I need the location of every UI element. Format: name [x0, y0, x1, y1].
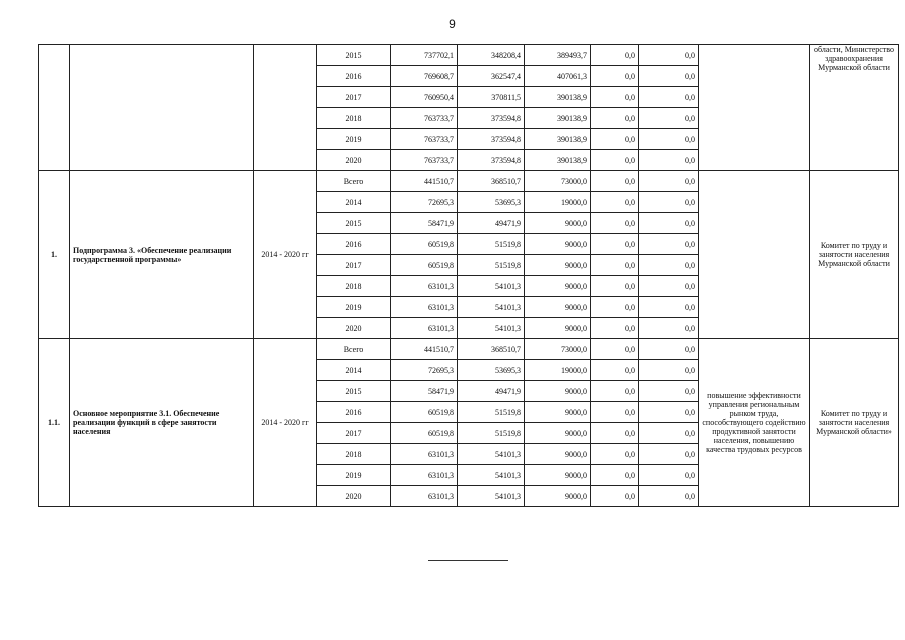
executor-cell: Комитет по труду и занятости населения Мурманской области — [810, 171, 899, 339]
amount-cell: 63101,3 — [391, 276, 458, 297]
amount-cell: 9000,0 — [525, 465, 591, 486]
item-period: 2014 - 2020 гг — [254, 171, 317, 339]
item-name: Подпрограмма 3. «Обеспечение реализации государственной программы» — [70, 171, 254, 339]
amount-cell: 0,0 — [639, 318, 699, 339]
amount-cell: 0,0 — [591, 66, 639, 87]
amount-cell: 362547,4 — [458, 66, 525, 87]
amount-cell: 0,0 — [591, 171, 639, 192]
year-cell: 2017 — [317, 423, 391, 444]
item-period: 2014 - 2020 гг — [254, 339, 317, 507]
year-cell: 2016 — [317, 66, 391, 87]
amount-cell: 0,0 — [591, 444, 639, 465]
amount-cell: 390138,9 — [525, 150, 591, 171]
amount-cell: 0,0 — [591, 108, 639, 129]
amount-cell: 72695,3 — [391, 192, 458, 213]
executor-cell: области, Министерство здравоохранения Мурманской области — [810, 45, 899, 171]
amount-cell: 0,0 — [591, 381, 639, 402]
executor-cell: Комитет по труду и занятости населения Мурманской области» — [810, 339, 899, 507]
amount-cell: 9000,0 — [525, 381, 591, 402]
year-cell: 2018 — [317, 276, 391, 297]
amount-cell: 0,0 — [639, 171, 699, 192]
amount-cell: 54101,3 — [458, 486, 525, 507]
year-cell: 2019 — [317, 129, 391, 150]
amount-cell: 49471,9 — [458, 213, 525, 234]
year-cell: 2014 — [317, 192, 391, 213]
year-cell: 2016 — [317, 402, 391, 423]
amount-cell: 63101,3 — [391, 465, 458, 486]
amount-cell: 0,0 — [639, 213, 699, 234]
year-cell: 2015 — [317, 45, 391, 66]
amount-cell: 9000,0 — [525, 402, 591, 423]
amount-cell: 373594,8 — [458, 108, 525, 129]
amount-cell: 0,0 — [591, 339, 639, 360]
amount-cell: 0,0 — [639, 423, 699, 444]
amount-cell: 0,0 — [639, 129, 699, 150]
year-cell: Всего — [317, 171, 391, 192]
amount-cell: 0,0 — [591, 192, 639, 213]
end-line — [428, 560, 508, 561]
result-cell: повышение эффективности управления региональным рынком труда, способствующего содействию продуктивной занятости населения, повышению качества трудовых ресурсов — [699, 339, 810, 507]
amount-cell: 53695,3 — [458, 360, 525, 381]
amount-cell: 73000,0 — [525, 339, 591, 360]
amount-cell: 60519,8 — [391, 234, 458, 255]
amount-cell: 0,0 — [639, 66, 699, 87]
amount-cell: 0,0 — [591, 87, 639, 108]
amount-cell: 441510,7 — [391, 339, 458, 360]
amount-cell: 0,0 — [639, 108, 699, 129]
amount-cell: 0,0 — [639, 465, 699, 486]
amount-cell: 441510,7 — [391, 171, 458, 192]
year-cell: 2019 — [317, 297, 391, 318]
year-cell: 2020 — [317, 150, 391, 171]
amount-cell: 60519,8 — [391, 423, 458, 444]
amount-cell: 0,0 — [639, 339, 699, 360]
amount-cell: 54101,3 — [458, 444, 525, 465]
amount-cell: 763733,7 — [391, 129, 458, 150]
amount-cell: 0,0 — [639, 276, 699, 297]
item-period — [254, 45, 317, 171]
amount-cell: 390138,9 — [525, 129, 591, 150]
table-row — [39, 171, 899, 192]
item-number: 1.1. — [39, 339, 70, 507]
amount-cell: 60519,8 — [391, 402, 458, 423]
amount-cell: 9000,0 — [525, 234, 591, 255]
result-cell — [699, 171, 810, 339]
amount-cell: 0,0 — [591, 150, 639, 171]
year-cell: 2017 — [317, 255, 391, 276]
year-cell: 2015 — [317, 381, 391, 402]
amount-cell: 54101,3 — [458, 297, 525, 318]
amount-cell: 51519,8 — [458, 402, 525, 423]
amount-cell: 0,0 — [591, 465, 639, 486]
year-cell: 2016 — [317, 234, 391, 255]
budget-table — [38, 44, 899, 507]
amount-cell: 0,0 — [639, 360, 699, 381]
year-cell: 2015 — [317, 213, 391, 234]
item-number — [39, 45, 70, 171]
amount-cell: 9000,0 — [525, 276, 591, 297]
amount-cell: 58471,9 — [391, 381, 458, 402]
amount-cell: 0,0 — [591, 360, 639, 381]
amount-cell: 63101,3 — [391, 486, 458, 507]
amount-cell: 63101,3 — [391, 297, 458, 318]
amount-cell: 9000,0 — [525, 486, 591, 507]
year-cell: 2014 — [317, 360, 391, 381]
amount-cell: 9000,0 — [525, 213, 591, 234]
item-name: Основное мероприятие 3.1. Обеспечение реализации функций в сфере занятости населения — [70, 339, 254, 507]
amount-cell: 0,0 — [639, 297, 699, 318]
amount-cell: 0,0 — [591, 276, 639, 297]
amount-cell: 72695,3 — [391, 360, 458, 381]
amount-cell: 63101,3 — [391, 444, 458, 465]
amount-cell: 348208,4 — [458, 45, 525, 66]
amount-cell: 0,0 — [591, 318, 639, 339]
amount-cell: 73000,0 — [525, 171, 591, 192]
amount-cell: 0,0 — [591, 402, 639, 423]
amount-cell: 390138,9 — [525, 87, 591, 108]
amount-cell: 54101,3 — [458, 318, 525, 339]
amount-cell: 0,0 — [639, 381, 699, 402]
amount-cell: 763733,7 — [391, 150, 458, 171]
amount-cell: 0,0 — [591, 45, 639, 66]
amount-cell: 390138,9 — [525, 108, 591, 129]
amount-cell: 0,0 — [639, 444, 699, 465]
amount-cell: 51519,8 — [458, 255, 525, 276]
amount-cell: 373594,8 — [458, 129, 525, 150]
amount-cell: 9000,0 — [525, 255, 591, 276]
amount-cell: 0,0 — [591, 234, 639, 255]
amount-cell: 373594,8 — [458, 150, 525, 171]
year-cell: 2020 — [317, 486, 391, 507]
table-row — [39, 45, 899, 66]
amount-cell: 54101,3 — [458, 276, 525, 297]
amount-cell: 49471,9 — [458, 381, 525, 402]
amount-cell: 9000,0 — [525, 297, 591, 318]
amount-cell: 0,0 — [639, 402, 699, 423]
item-name — [70, 45, 254, 171]
amount-cell: 51519,8 — [458, 423, 525, 444]
amount-cell: 769608,7 — [391, 66, 458, 87]
amount-cell: 9000,0 — [525, 423, 591, 444]
year-cell: 2017 — [317, 87, 391, 108]
year-cell: 2019 — [317, 465, 391, 486]
amount-cell: 51519,8 — [458, 234, 525, 255]
amount-cell: 0,0 — [591, 255, 639, 276]
amount-cell: 0,0 — [639, 486, 699, 507]
amount-cell: 0,0 — [639, 150, 699, 171]
result-cell — [699, 45, 810, 171]
amount-cell: 0,0 — [591, 486, 639, 507]
amount-cell: 54101,3 — [458, 465, 525, 486]
amount-cell: 0,0 — [639, 45, 699, 66]
amount-cell: 19000,0 — [525, 360, 591, 381]
amount-cell: 0,0 — [639, 234, 699, 255]
amount-cell: 760950,4 — [391, 87, 458, 108]
amount-cell: 53695,3 — [458, 192, 525, 213]
amount-cell: 0,0 — [591, 129, 639, 150]
amount-cell: 0,0 — [591, 297, 639, 318]
amount-cell: 368510,7 — [458, 171, 525, 192]
table-row — [39, 339, 899, 360]
amount-cell: 368510,7 — [458, 339, 525, 360]
item-number: 1. — [39, 171, 70, 339]
year-cell: Всего — [317, 339, 391, 360]
amount-cell: 370811,5 — [458, 87, 525, 108]
year-cell: 2018 — [317, 108, 391, 129]
amount-cell: 763733,7 — [391, 108, 458, 129]
amount-cell: 58471,9 — [391, 213, 458, 234]
amount-cell: 389493,7 — [525, 45, 591, 66]
year-cell: 2020 — [317, 318, 391, 339]
amount-cell: 407061,3 — [525, 66, 591, 87]
amount-cell: 9000,0 — [525, 444, 591, 465]
amount-cell: 9000,0 — [525, 318, 591, 339]
amount-cell: 737702,1 — [391, 45, 458, 66]
amount-cell: 0,0 — [639, 87, 699, 108]
amount-cell: 60519,8 — [391, 255, 458, 276]
year-cell: 2018 — [317, 444, 391, 465]
amount-cell: 0,0 — [591, 213, 639, 234]
amount-cell: 63101,3 — [391, 318, 458, 339]
amount-cell: 19000,0 — [525, 192, 591, 213]
amount-cell: 0,0 — [639, 255, 699, 276]
amount-cell: 0,0 — [591, 423, 639, 444]
page-number: 9 — [449, 17, 456, 31]
amount-cell: 0,0 — [639, 192, 699, 213]
